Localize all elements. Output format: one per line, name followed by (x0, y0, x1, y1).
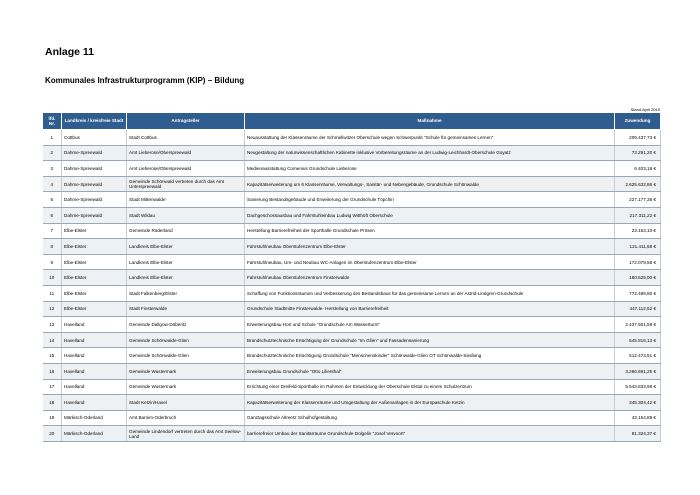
cell-landkreis: Märkisch-Oderland (62, 426, 127, 442)
cell-massnahme: Medienausstattung Comenius Grundschule Lieberose (245, 161, 615, 177)
cell-massnahme: Erweiterungsbau Hort und Schule "Grundschule Am Wasserturm" (245, 317, 615, 333)
cell-zuwendung: 512.473,51 € (615, 348, 661, 364)
cell-massnahme: Neuausstattung der Klassenräume der Schmellwitzer Oberschule wegen Schwerpunkt "Schule für gemeinsames Lernen" (245, 130, 615, 146)
cell-massnahme: Neugestaltung der naturwissenschaftlichen Kabinette inklusive Vorbereitungsräume an der Ludwig-Leichhardt-Oberschule Goyatz (245, 145, 615, 161)
cell-antragsteller: Gemeinde Schönwalde-Glien (127, 348, 245, 364)
cell-nr: 6 (43, 207, 62, 223)
cell-antragsteller: Landkreis Elbe-Elster (127, 270, 245, 286)
cell-zuwendung: 23.163,10 € (615, 223, 661, 239)
cell-landkreis: Havelland (62, 348, 127, 364)
cell-landkreis: Elbe-Elster (62, 223, 127, 239)
cell-landkreis: Dahme-Spreewald (62, 176, 127, 192)
cell-zuwendung: 345.304,42 € (615, 395, 661, 411)
cell-antragsteller: Stadt Finsterwalde (127, 301, 245, 317)
cell-nr: 19 (43, 410, 62, 426)
cell-landkreis: Elbe-Elster (62, 301, 127, 317)
cell-antragsteller: Amt Lieberose/Oberspreewald (127, 161, 245, 177)
table-row (43, 192, 661, 208)
cell-landkreis: Elbe-Elster (62, 254, 127, 270)
cell-massnahme: Fahrstuhlneubau Oberstufenzentrum Elbe-Elster (245, 239, 615, 255)
table-row (43, 145, 661, 161)
cell-antragsteller: Gemeinde Schönwald vertreten durch das Amt Unterspreewald (127, 176, 245, 192)
cell-nr: 11 (43, 285, 62, 301)
cell-zuwendung: 172.079,58 € (615, 254, 661, 270)
cell-zuwendung: 447.112,52 € (615, 301, 661, 317)
cell-antragsteller: Amt Lieberose/Oberspreewald (127, 145, 245, 161)
table-row (43, 348, 661, 364)
header-nr: lfd. Nr. (43, 113, 62, 130)
cell-zuwendung: 227.177,38 € (615, 192, 661, 208)
cell-massnahme: Brandschutztechnische Ertüchtigung Grundschule "Menschenskinder" Schönwalde-Glien OT Schönwalde-Siedlung (245, 348, 615, 364)
cell-landkreis: Havelland (62, 395, 127, 411)
cell-nr: 18 (43, 395, 62, 411)
table-row (43, 301, 661, 317)
table-row (43, 223, 661, 239)
header-landkreis: Landkreis / kreisfreie Stadt (62, 113, 127, 130)
cell-antragsteller: Stadt Mittenwalde (127, 192, 245, 208)
cell-nr: 15 (43, 348, 62, 364)
cell-massnahme: Fahrstuhlneubau Oberstufenzentrum Finsterwalde (245, 270, 615, 286)
cell-landkreis: Dahme-Spreewald (62, 192, 127, 208)
cell-zuwendung: 121.411,58 € (615, 239, 661, 255)
cell-zuwendung: 5.543.833,98 € (615, 379, 661, 395)
stand-date: Stand April 2019 (630, 107, 660, 112)
cell-massnahme: Kapazitätserweiterung der Klassenräume und Umgestaltung der Außenanlagen in der Europaschule Ketzin (245, 395, 615, 411)
cell-zuwendung: 73.291,20 € (615, 145, 661, 161)
cell-nr: 17 (43, 379, 62, 395)
cell-landkreis: Elbe-Elster (62, 270, 127, 286)
table-row (43, 207, 661, 223)
cell-antragsteller: Stadt Falkenberg/Elster (127, 285, 245, 301)
cell-massnahme: Schaffung von Funktionsräumen und Verbesserung des Bestandsbaus für das gemeinsame Lernen an der Astrid-Lindgren-Grundschule (245, 285, 615, 301)
cell-landkreis: Havelland (62, 317, 127, 333)
cell-nr: 14 (43, 332, 62, 348)
header-antragsteller: Antragsteller (127, 113, 245, 130)
cell-massnahme: Kapazitätserweiterung um 6 Klassenräume, Verwaltungs-, Sanitär- und Nebengebäude, Grundschule Schönwalde (245, 176, 615, 192)
cell-antragsteller: Landkreis Elbe-Elster (127, 254, 245, 270)
header-massnahme: Maßnahme (245, 113, 615, 130)
cell-antragsteller: Gemeinde Schönwalde-Glien (127, 332, 245, 348)
cell-landkreis: Elbe-Elster (62, 239, 127, 255)
cell-nr: 7 (43, 223, 62, 239)
cell-landkreis: Dahme-Spreewald (62, 161, 127, 177)
cell-nr: 2 (43, 145, 62, 161)
cell-antragsteller: Gemeinde Wustermark (127, 363, 245, 379)
cell-massnahme: Grundschule Stadtmitte Finsterwalde- Herstellung von Barrierefreiheit (245, 301, 615, 317)
cell-landkreis: Dahme-Spreewald (62, 145, 127, 161)
cell-massnahme: Fahrstuhlneubau, Um- und Neubau WC-Anlagen im Oberstufenzentrum Elbe-Elster (245, 254, 615, 270)
cell-nr: 1 (43, 130, 62, 146)
cell-nr: 13 (43, 317, 62, 333)
cell-massnahme: Sanierung Bestandsgebäude und Erweiterung der Grundschule Töpchin (245, 192, 615, 208)
cell-nr: 3 (43, 161, 62, 177)
table-row (43, 239, 661, 255)
cell-massnahme: Herstellung Barrierefreiheit der Sporthalle Grundschule Prösen (245, 223, 615, 239)
cell-nr: 20 (43, 426, 62, 442)
cell-landkreis: Märkisch-Oderland (62, 410, 127, 426)
table-row (43, 410, 661, 426)
table-row (43, 285, 661, 301)
table-row (43, 395, 661, 411)
cell-zuwendung: 43.154,89 € (615, 410, 661, 426)
cell-antragsteller: Gemeinde Röderland (127, 223, 245, 239)
header-zuwendung: Zuwendung (615, 113, 661, 130)
cell-nr: 4 (43, 176, 62, 192)
cell-antragsteller: Stadt Cottbus (127, 130, 245, 146)
table-row (43, 130, 661, 146)
cell-nr: 12 (43, 301, 62, 317)
cell-zuwendung: 217.311,22 € (615, 207, 661, 223)
cell-zuwendung: 2.437.501,59 € (615, 317, 661, 333)
cell-massnahme: Dachgeschossausbau und Fahrstuhleinbau Ludwig Witthöft Oberschule (245, 207, 615, 223)
cell-antragsteller: Stadt Wildau (127, 207, 245, 223)
cell-massnahme: Errichtung einer Dreifeld-Sporthalle im Rahmen der Entwicklung der Oberschule Elstal zu einem Schulzentrum (245, 379, 615, 395)
document-title: Anlage 11 (45, 46, 95, 58)
table-row (43, 161, 661, 177)
cell-landkreis: Elbe-Elster (62, 285, 127, 301)
cell-landkreis: Cottbus (62, 130, 127, 146)
table-row (43, 176, 661, 192)
cell-nr: 8 (43, 239, 62, 255)
funding-table (42, 112, 661, 442)
table-body (43, 130, 661, 442)
cell-massnahme: Brandschutztechnische Ertüchtigung der Grundschule "Im Glien" und Fassadensanierung (245, 332, 615, 348)
cell-zuwendung: 209.437,73 € (615, 130, 661, 146)
cell-antragsteller: Gemeinde Lindendorf vertreten durch das Amt Seelow-Land (127, 426, 245, 442)
cell-landkreis: Havelland (62, 379, 127, 395)
table-row (43, 270, 661, 286)
table-row (43, 426, 661, 442)
table-header-row (43, 113, 661, 130)
cell-zuwendung: 180.525,00 € (615, 270, 661, 286)
cell-landkreis: Dahme-Spreewald (62, 207, 127, 223)
cell-zuwendung: 772.499,80 € (615, 285, 661, 301)
cell-nr: 10 (43, 270, 62, 286)
cell-zuwendung: 3.266.691,25 € (615, 363, 661, 379)
table-row (43, 332, 661, 348)
cell-nr: 16 (43, 363, 62, 379)
cell-landkreis: Havelland (62, 332, 127, 348)
cell-antragsteller: Gemeinde Wustermark (127, 379, 245, 395)
cell-nr: 5 (43, 192, 62, 208)
cell-antragsteller: Stadt Ketzin/Havel (127, 395, 245, 411)
cell-zuwendung: 545.816,13 € (615, 332, 661, 348)
cell-zuwendung: 6.403,18 € (615, 161, 661, 177)
cell-landkreis: Havelland (62, 363, 127, 379)
cell-massnahme: Erweiterungsbau Grundschule "Otto Lilienthal" (245, 363, 615, 379)
table-row (43, 363, 661, 379)
cell-massnahme: barrierefreier Umbau der Sanitärräume Grundschule Dolgelin "Josef Vervoort" (245, 426, 615, 442)
document-subtitle: Kommunales Infrastrukturprogramm (KIP) – Bildung (45, 76, 245, 85)
cell-antragsteller: Landkreis Elbe-Elster (127, 239, 245, 255)
table-row (43, 317, 661, 333)
cell-nr: 9 (43, 254, 62, 270)
cell-massnahme: Ganztagsschule Altreetz Schulhofgestaltung (245, 410, 615, 426)
cell-antragsteller: Amt Barnim-Oderbruch (127, 410, 245, 426)
table-row (43, 254, 661, 270)
cell-zuwendung: 2.625.632,86 € (615, 176, 661, 192)
cell-antragsteller: Gemeinde Dallgow-Döberitz (127, 317, 245, 333)
cell-zuwendung: 81.324,37 € (615, 426, 661, 442)
table-row (43, 379, 661, 395)
